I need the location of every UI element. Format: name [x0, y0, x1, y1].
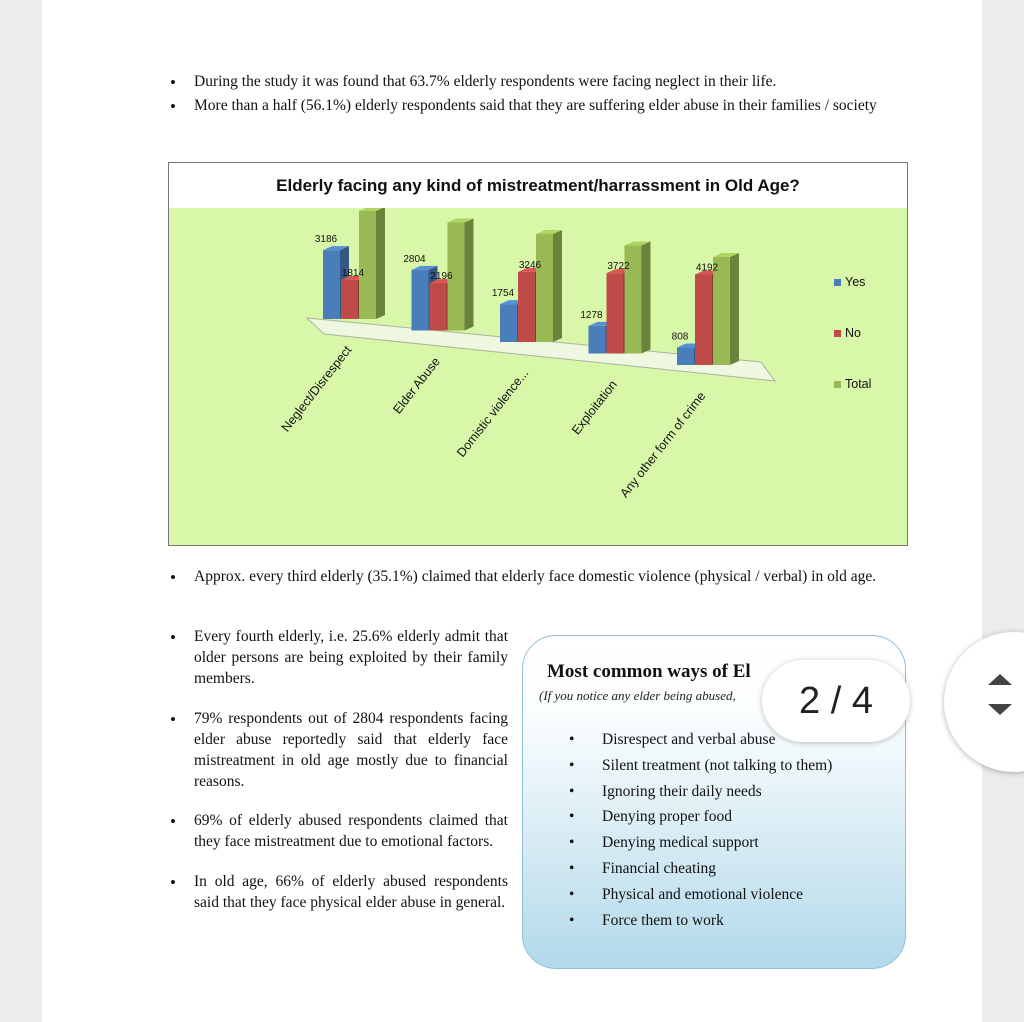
bar-no-0 [341, 280, 358, 319]
bar-chart-svg [169, 208, 907, 545]
bar-no-3 [607, 273, 624, 353]
intro-bullet-list [168, 70, 898, 118]
chart-title: Elderly facing any kind of mistreatment/harrassment in Old Age? [276, 176, 800, 195]
domestic-violence-bullet: • Approx. every third elderly (35.1%) claimed that elderly face domestic violence (physical / verbal) in old age. [168, 565, 898, 589]
x-tick-label: Elder Abuse [390, 354, 443, 417]
callout-item: • Denying medical support [569, 830, 832, 856]
intro-bullet-neglect: • During the study it was found that 63.7% elderly respondents were facing neglect in their life. [168, 70, 898, 94]
finding-financial: • 79% respondents out of 2804 respondents facing elder abuse reportedly said that elderly face mistreatment in old age mostly due to financial reasons. [168, 709, 508, 793]
chart-plot-area [169, 208, 907, 545]
finding-exploited: • Every fourth elderly, i.e. 25.6% elderly admit that older persons are being exploited by their family members. [168, 627, 508, 690]
bar-no-1 [430, 283, 447, 330]
bar-total-0 [359, 211, 376, 319]
bar-yes-1 [412, 270, 429, 331]
data-label: 4192 [695, 262, 719, 274]
data-label: 3186 [314, 234, 338, 246]
x-tick-label: Exploitation [569, 377, 620, 438]
bar-side-total-0 [376, 208, 385, 319]
data-label: 1814 [341, 267, 365, 279]
bar-no-2 [518, 272, 535, 342]
data-label: 3722 [607, 261, 630, 273]
legend-swatch-total [834, 381, 841, 388]
legend-label-yes: Yes [845, 275, 866, 289]
bar-side-total-1 [465, 219, 474, 331]
bar-yes-3 [589, 326, 606, 354]
chevron-up-icon[interactable] [988, 674, 1012, 685]
finding-emotional: • 69% of elderly abused respondents claimed that they face mistreatment due to emotional factors. [168, 811, 508, 853]
data-label: 808 [671, 331, 689, 343]
callout-item: • Silent treatment (not talking to them) [569, 753, 832, 779]
callout-item: • Disrespect and verbal abuse [569, 727, 832, 753]
data-label: 1278 [580, 309, 603, 321]
bar-total-2 [536, 234, 553, 342]
bar-side-total-4 [730, 253, 739, 365]
callout-item: • Physical and emotional violence [569, 882, 832, 908]
bar-yes-2 [500, 304, 517, 342]
document-page [42, 0, 982, 1022]
callout-list [569, 727, 832, 933]
data-label: 1754 [491, 288, 515, 300]
data-label: 3246 [518, 259, 542, 271]
data-label: 2196 [430, 271, 453, 283]
callout-title: Most common ways of El [547, 661, 751, 682]
legend-label-total: Total [845, 377, 872, 391]
legend-swatch-no [834, 330, 841, 337]
bar-yes-4 [677, 348, 694, 365]
page-indicator: 2 / 4 [762, 660, 910, 742]
data-label: 2804 [403, 253, 426, 265]
legend-swatch-yes [834, 279, 841, 286]
callout-item: • Denying proper food [569, 804, 832, 830]
intro-bullet-abuse: • More than a half (56.1%) elderly respondents said that they are suffering elder abuse in their families / society [168, 94, 898, 118]
bar-side-total-3 [642, 242, 651, 354]
bar-no-4 [695, 274, 712, 365]
x-tick-label: Any other form of crime [617, 389, 709, 501]
chevron-down-icon[interactable] [988, 704, 1012, 715]
bar-yes-0 [323, 250, 340, 319]
domestic-violence-bullet-list [168, 565, 898, 589]
mistreatment-chart [168, 162, 908, 546]
x-tick-label: Neglect/Disrespect [278, 343, 355, 435]
x-tick-label: Domistic violence... [454, 366, 532, 460]
callout-item: • Force them to work [569, 908, 832, 934]
findings-bullet-list [168, 627, 508, 933]
legend-label-no: No [845, 326, 861, 340]
finding-physical: • In old age, 66% of elderly abused respondents said that they face physical elder abuse in general. [168, 872, 508, 914]
callout-item: • Ignoring their daily needs [569, 779, 832, 805]
callout-subtitle: (If you notice any elder being abused, [539, 688, 736, 703]
bar-side-total-2 [553, 230, 562, 342]
callout-item: • Financial cheating [569, 856, 832, 882]
